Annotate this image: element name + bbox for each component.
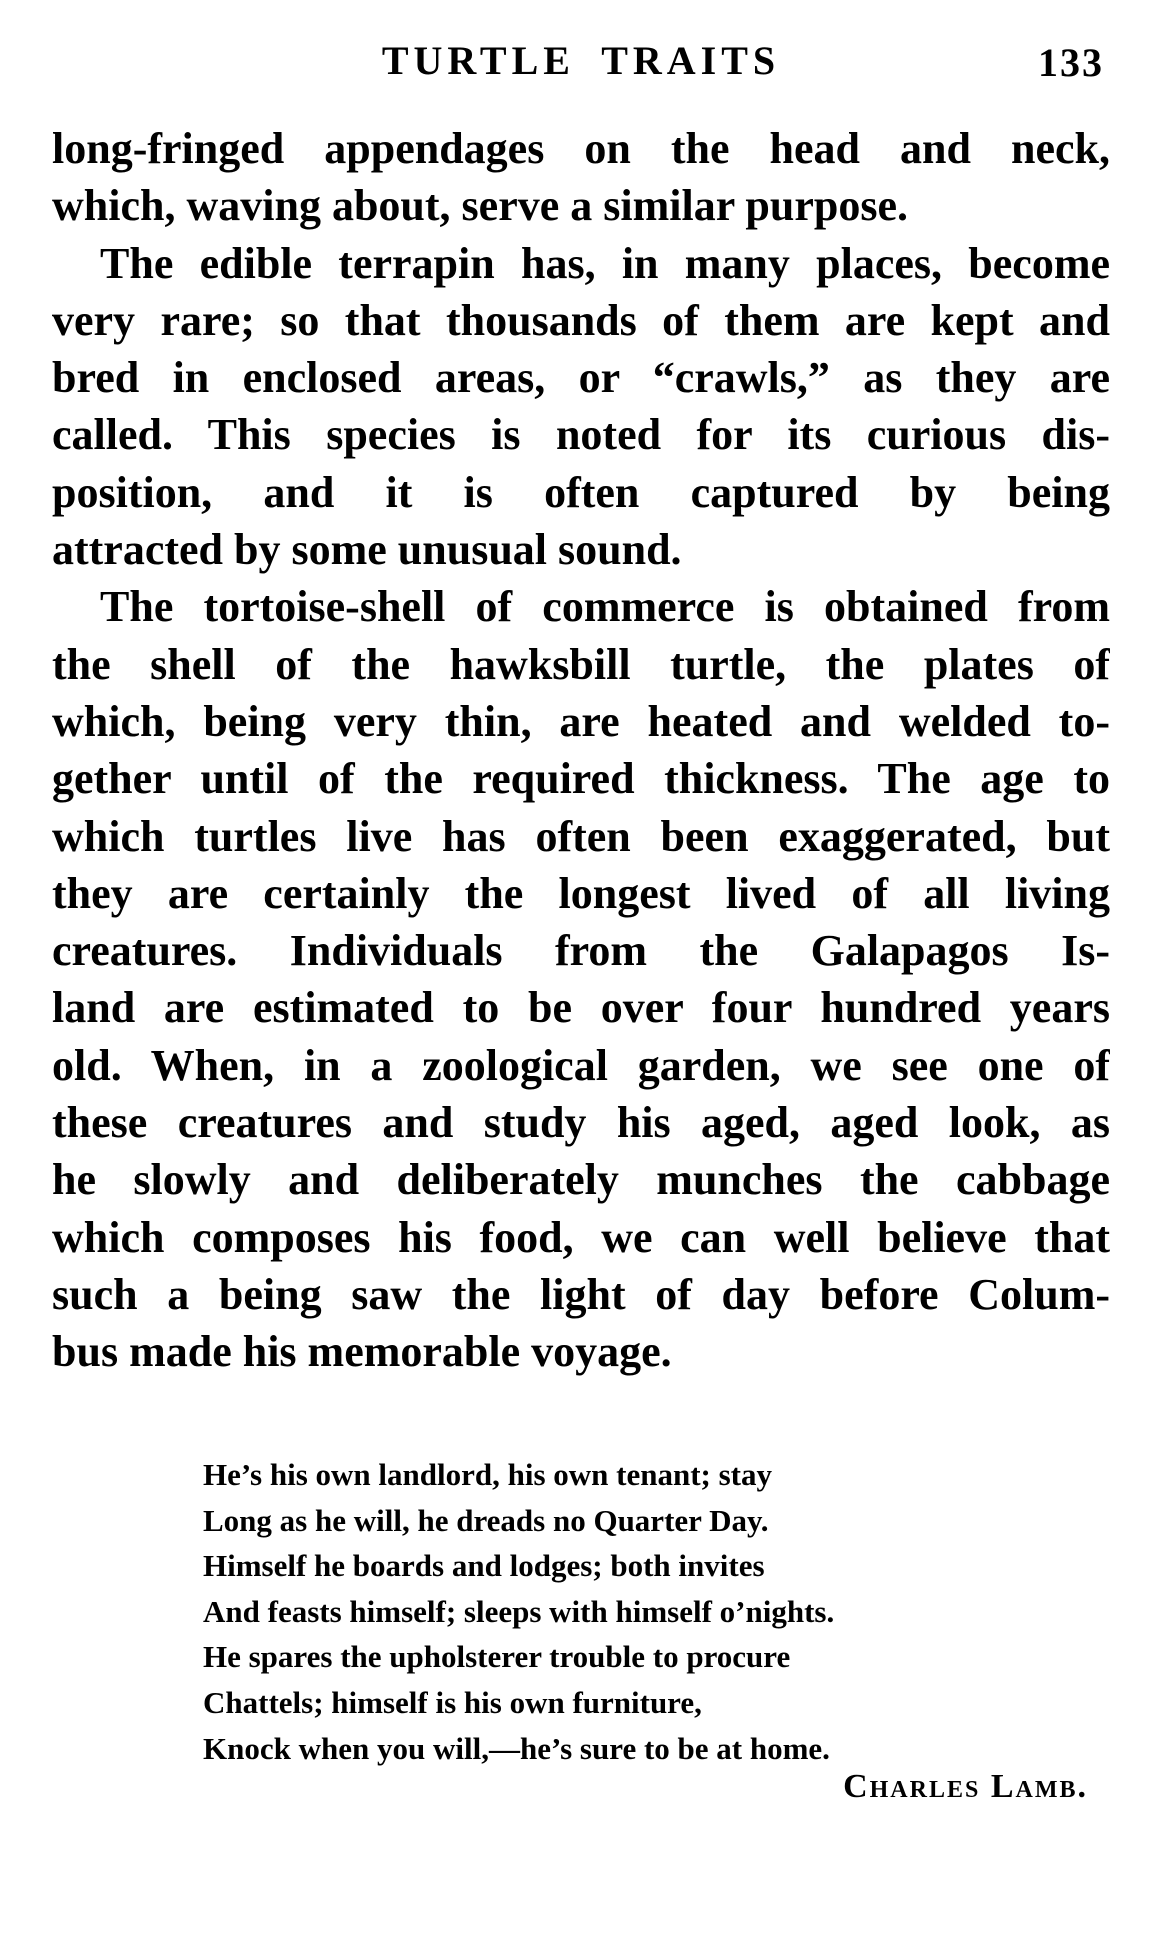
body-line: which composes his food, we can well believe that — [52, 1212, 1110, 1262]
body-line: the shell of the hawksbill turtle, the plates of — [52, 639, 1110, 689]
page-number: 133 — [1038, 40, 1104, 85]
body-line: very rare; so that thousands of them are kept and — [52, 295, 1110, 345]
poem-line: Himself he boards and lodges; both invites — [203, 1548, 765, 1584]
body-line: old. When, in a zoological garden, we see one of — [52, 1040, 1110, 1090]
body-line: gether until of the required thickness. The age to — [52, 754, 1110, 804]
body-line: bus made his memorable voyage. — [52, 1327, 672, 1377]
poem-line: Chattels; himself is his own furniture, — [203, 1684, 702, 1720]
body-text — [52, 120, 1110, 1381]
body-line: attracted by some unusual sound. — [52, 525, 682, 575]
body-line: which turtles live has often been exaggerated, but — [52, 811, 1110, 861]
page-header — [52, 40, 1110, 92]
body-line: they are certainly the longest lived of all living — [52, 868, 1110, 918]
body-line: which, waving about, serve a similar purpose. — [52, 181, 909, 231]
body-line: these creatures and study his aged, aged look, as — [52, 1098, 1110, 1148]
running-title: TURTLE TRAITS — [381, 38, 781, 83]
poem-block — [203, 1452, 1083, 1771]
poem-line: Long as he will, he dreads no Quarter Day. — [203, 1502, 769, 1538]
poem-line: He spares the upholsterer trouble to procure — [203, 1639, 791, 1675]
body-line: position, and it is often captured by being — [52, 467, 1110, 517]
poem-attribution: Charles Lamb. — [843, 1768, 1088, 1805]
poem-line: He’s his own landlord, his own tenant; stay — [203, 1457, 773, 1492]
body-line: The tortoise-shell of commerce is obtained from — [100, 582, 1110, 632]
body-line: The edible terrapin has, in many places, become — [100, 238, 1110, 288]
body-line: such a being saw the light of day before Colum- — [52, 1269, 1110, 1319]
poem-line: And feasts himself; sleeps with himself o’nights. — [203, 1593, 835, 1629]
body-line: creatures. Individuals from the Galapagos Is- — [52, 926, 1110, 976]
body-line: called. This species is noted for its curious dis- — [52, 410, 1110, 460]
body-line: long-fringed appendages on the head and neck, — [52, 124, 1110, 173]
body-line: he slowly and deliberately munches the cabbage — [52, 1155, 1110, 1205]
body-line: which, being very thin, are heated and welded to- — [52, 696, 1110, 746]
body-line: bred in enclosed areas, or “crawls,” as they are — [52, 353, 1110, 403]
body-line: land are estimated to be over four hundred years — [52, 983, 1110, 1033]
poem-line: Knock when you will,—he’s sure to be at home. — [203, 1730, 830, 1766]
